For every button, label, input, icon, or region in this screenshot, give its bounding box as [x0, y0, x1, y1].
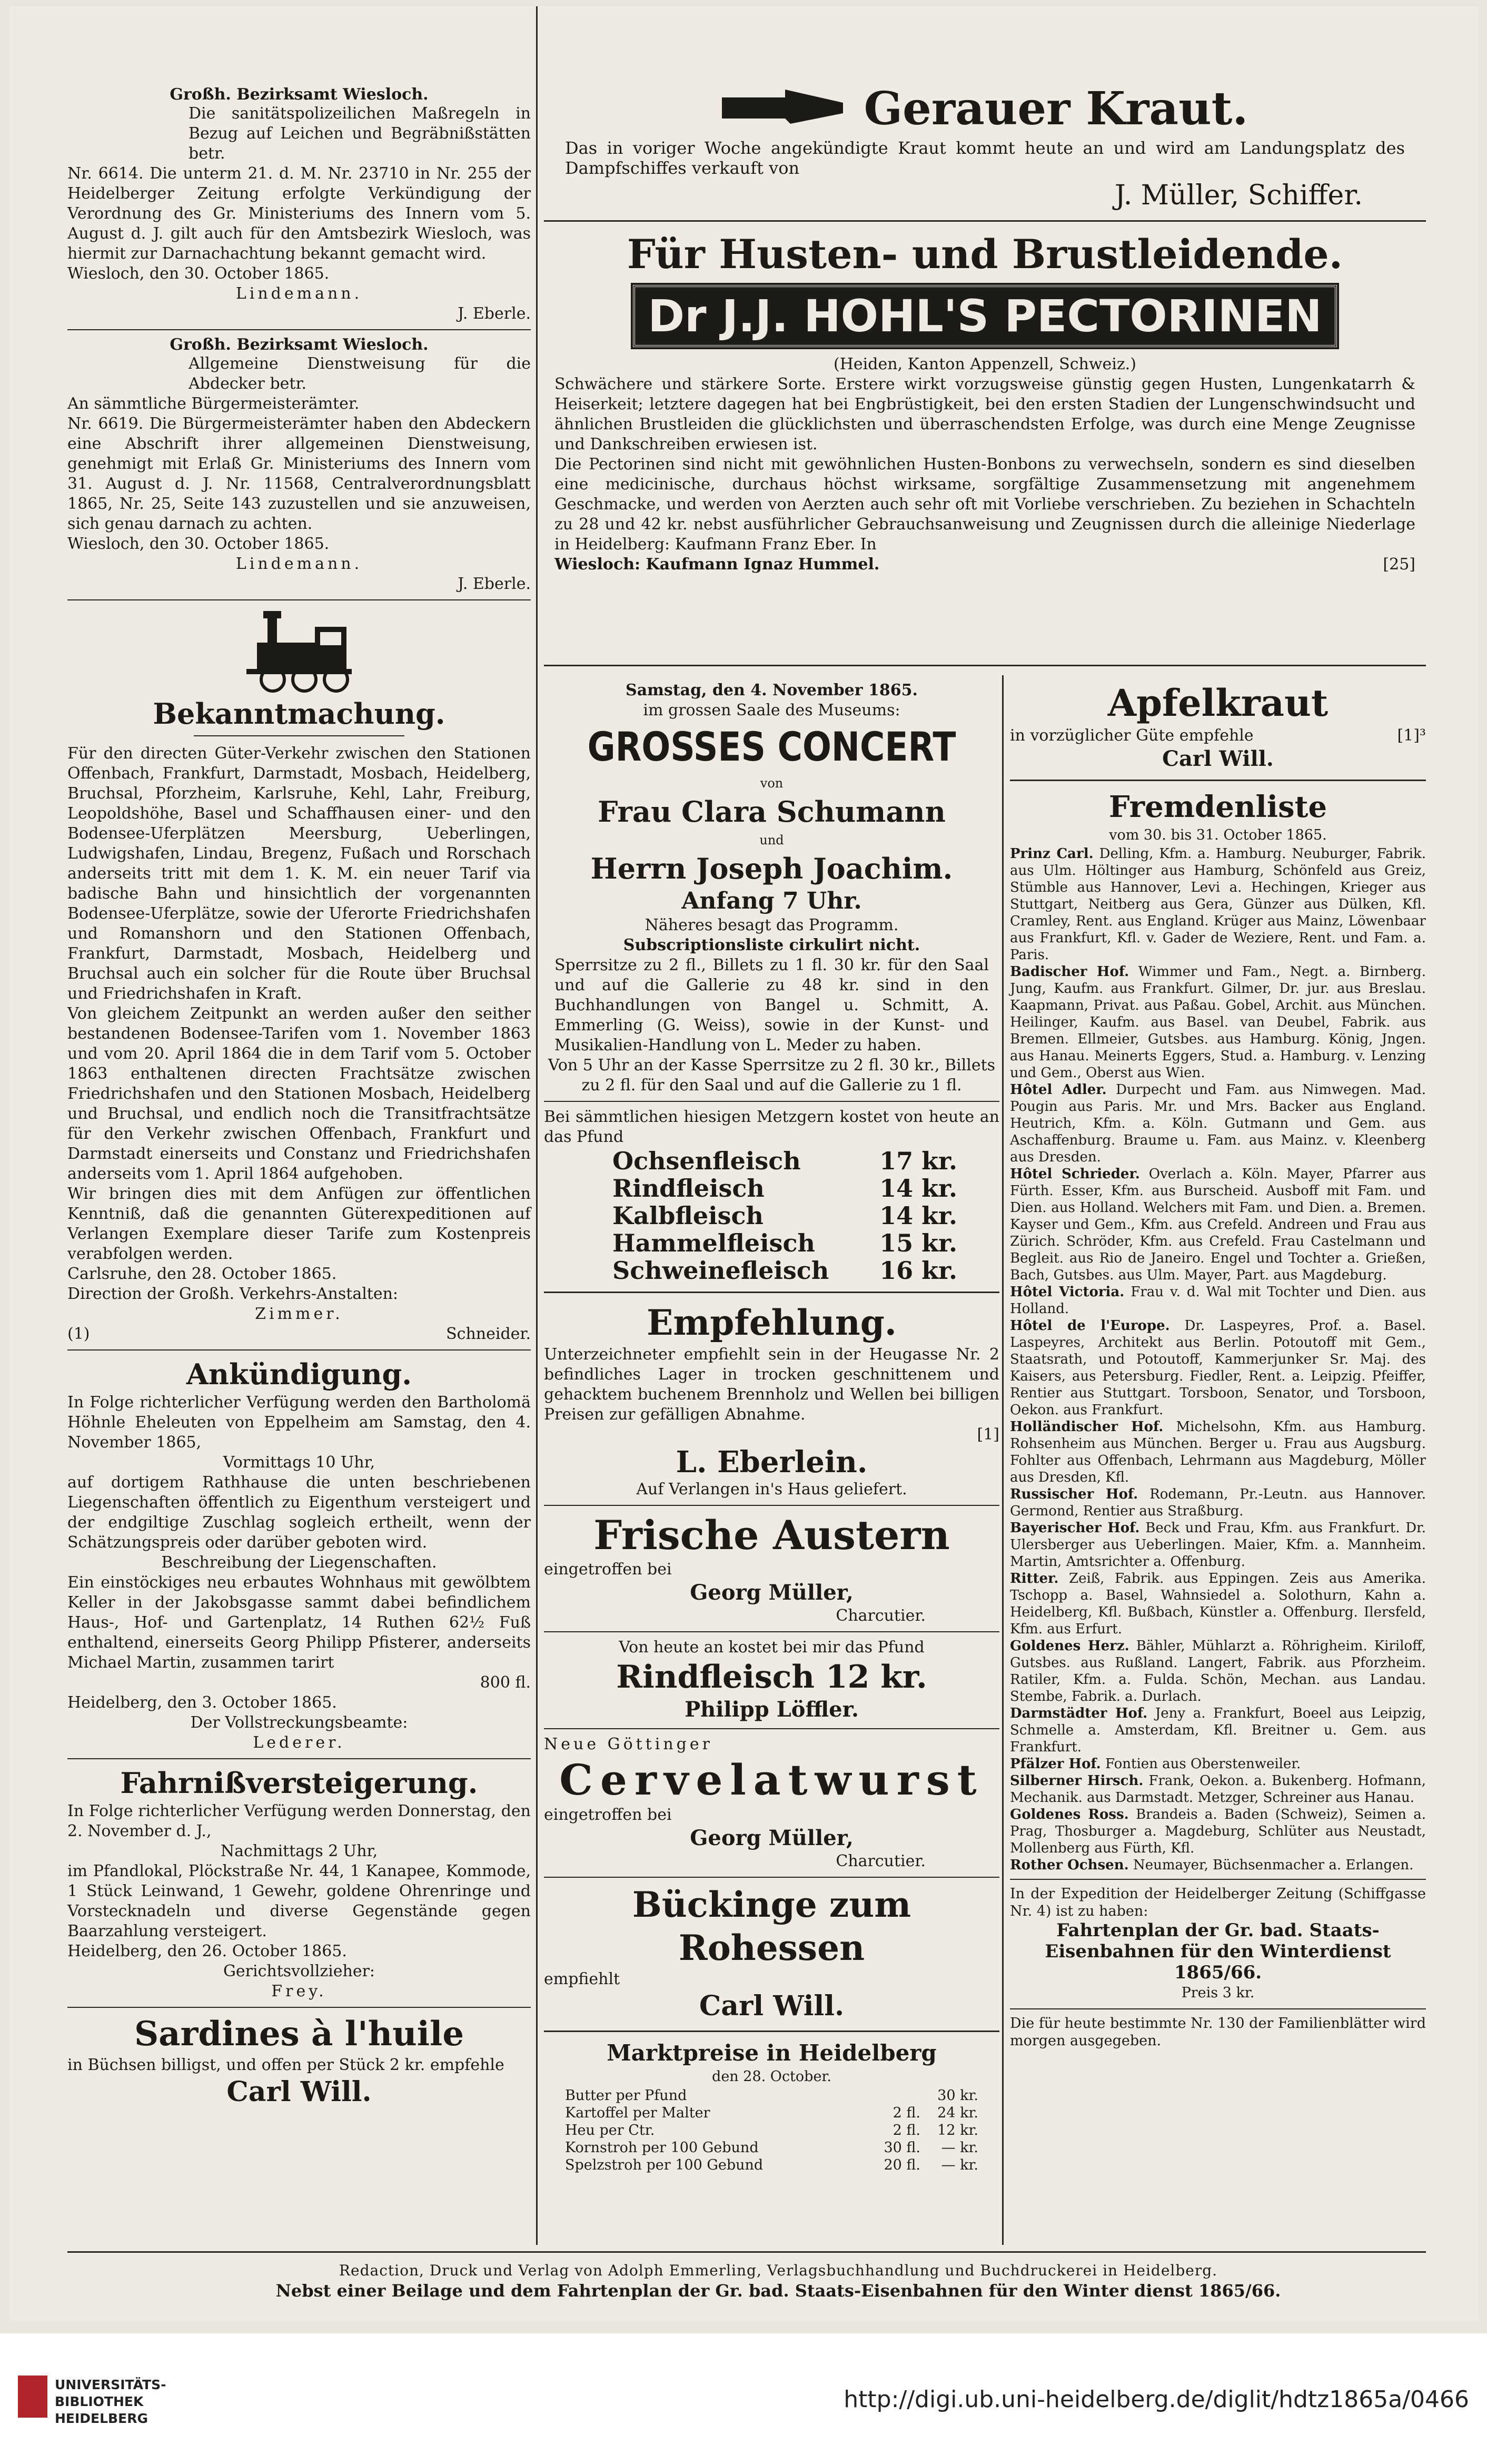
ad-body: Die Pectorinen sind nicht mit gewöhnlichen Husten-Bonbons zu verwechseln, sondern es sind dieselben eine medicinische, durchaus höchst wirksame, sorgfältige Zusammensetzung mit angenehmem Geschmacke, und werden von Aerzten auch sehr oft mit Vorliebe verschrieben. Zu beziehen in Schachteln zu 28 und 42 kr. nebst ausführlicher Gebrauchsanweisung und Zeugnissen durch die alleinige Niederlage in Heidelberg: Kaufmann Franz Eber. In	[554, 455, 1415, 554]
notice-date: Wiesloch, den 30. October 1865.	[67, 264, 330, 283]
guest-list-entry	[1010, 1756, 1426, 1772]
ad-body: Unterzeichneter empfiehlt sein in der Heugasse Nr. 2 befindliches Lager in trocken geschnittenem und gehacktem buchenem Brennholz und Wellen bei billigen Preisen zur gefälligen Abnahme.	[544, 1345, 999, 1424]
source-url-link[interactable]: http://digi.ub.uni-heidelberg.de/diglit/hdtz1865a/0466	[844, 2386, 1469, 2413]
concert-program: Näheres besagt das Programm.	[645, 916, 899, 934]
guest-list-entry	[1010, 1806, 1426, 1857]
notice-body: auf dortigem Rathhause die unten beschriebenen Liegenschaften öffentlich zu Eigenthum versteigert und der endgiltige Zuschlag sogleich ertheilt, wenn der Schätzungspreis oder darüber geboten wird.	[67, 1473, 531, 1552]
guest-names: Rodemann, Pr.-Leutn. aus Hannover. Germond, Rentier aus Straßburg.	[1010, 1486, 1426, 1519]
notice-official: Der Vollstreckungsbeamte:	[190, 1713, 408, 1732]
hotel-name: Prinz Carl.	[1010, 846, 1094, 862]
notice-body: In Folge richterlicher Verfügung werden Donnerstag, den 2. November d. J.,	[67, 1802, 531, 1840]
hotel-name: Holländischer Hof.	[1010, 1419, 1164, 1435]
notice-body: Wir bringen dies mit dem Anfügen zur öffentlichen Kenntniß, daß die genannten Güterexpeditionen auf Verlangen Exemplare dieser Tarife zum Kostenpreis verabfolgen werden.	[67, 1185, 531, 1263]
guest-names: Brandeis a. Baden (Schweiz), Seimen a. Prag, Thosburger a. Magdeburg, Schlüter aus Neustadt, Mollenberg aus Fürth, Kfl.	[1010, 1807, 1426, 1856]
market-price-row	[544, 2122, 999, 2139]
market-price-row	[544, 2139, 999, 2156]
notice-body: Von gleichem Zeitpunkt an werden außer den seither bestandenen Bodensee-Tarifen vom 1. November 1863 und vom 20. April 1864 die in dem Tarif vom 5. October 1863 enthaltenen directen Frachtsätze zwischen Friedrichshafen und den Stationen Mosbach, Heidelberg und Bruchsal, und endlich noch die Transitfrachtsätze für den Verkehr zwischen Offenbach, Frankfurt und Darmstadt einerseits und Constanz und Friedrichshafen anderseits vom 1. April 1864 aufgehoben.	[67, 1004, 531, 1183]
divider	[1010, 780, 1426, 781]
ad-number: [1]³	[1397, 726, 1426, 745]
divider	[544, 1877, 999, 1878]
top-section	[544, 80, 1426, 575]
ad-signature: Carl Will.	[1162, 746, 1274, 771]
market-item: Spelzstroh per 100 Gebund	[565, 2157, 764, 2173]
notice-sign: J. Eberle.	[458, 304, 531, 323]
ad-signature: L. Eberlein.	[676, 1445, 868, 1480]
meat-name: Rindfleisch	[612, 1174, 765, 1203]
guest-names: Frank, Oekon. a. Bukenberg. Hofmann, Mechanik. aus Darmstadt. Metzger, Schreiner aus Hanau.	[1010, 1773, 1426, 1806]
guest-names: Frau v. d. Wal mit Tochter und Dien. aus Holland.	[1010, 1284, 1426, 1317]
ad-origin: (Heiden, Kanton Appenzell, Schweiz.)	[834, 355, 1136, 373]
guest-list-entry	[1010, 1638, 1426, 1705]
guest-names: Durpecht und Fam. aus Nimwegen. Mad. Pougin aus Paris. Mr. und Mrs. Backer aus England. Heutrich, Kfm. a. Köln. Gutmann und Gem. aus Aschaffenburg. Braume u. Fam. aus Mainz. v. Kleenberg aus Dresden.	[1010, 1082, 1426, 1165]
guest-names: Fontien aus Oberstenweiler.	[1105, 1756, 1301, 1772]
meat-price: 17 kr.	[879, 1147, 957, 1175]
guest-names: Jeny a. Frankfurt, Boeel aus Leipzig, Schmelle a. Amsterdam, Kfl. Breitner u. Gem. aus Frankfurt.	[1010, 1706, 1426, 1755]
notice-sign: J. Eberle.	[458, 575, 531, 593]
divider	[544, 1631, 999, 1632]
notice-subject: Die sanitätspolizeilichen Maßregeln in Bezug auf Leichen und Begräbnißstätten betr.	[189, 104, 531, 163]
notice-body: In Folge richterlicher Verfügung werden den Bartholomä Höhnle Eheleuten von Eppelheim am Samstag, den 4. November 1865,	[67, 1393, 531, 1452]
divider	[67, 1758, 531, 1759]
ad-signature: Carl Will.	[699, 1990, 845, 2022]
divider	[67, 1349, 531, 1351]
imprint	[183, 2261, 1373, 2301]
divider	[544, 2031, 999, 2032]
guest-list-entry	[1010, 1284, 1426, 1317]
ad-title: Sardines à l'huile	[134, 2014, 464, 2054]
guest-names: Bähler, Mühlarzt a. Röhrigheim. Kiriloff, Gutsbes. aus Rußland. Langert, Fabrik. aus Pforzheim. Ratiler, Kfm. a. Fulda. Schön, Mechan. aus Landau. Stembe, Fabrik. a. Durlach.	[1010, 1638, 1426, 1704]
library-name-line: BIBLIOTHEK	[55, 2394, 144, 2409]
university-library-logo	[18, 2376, 47, 2418]
timetable-body: In der Expedition der Heidelberger Zeitung (Schiffgasse Nr. 4) ist zu haben:	[1010, 1886, 1426, 1919]
ad-sub: eingetroffen bei	[544, 1806, 672, 1824]
ad-number: [25]	[1383, 555, 1415, 574]
ad-sub: empfiehlt	[544, 1970, 620, 1988]
locomotive-icon	[67, 606, 531, 695]
ad-signature: Carl Will.	[226, 2076, 372, 2108]
market-value-fl: 2 fl.	[893, 2122, 920, 2138]
market-price-row	[544, 2156, 999, 2174]
concert-date: Samstag, den 4. November 1865.	[626, 681, 918, 699]
notice-date: Heidelberg, den 26. October 1865.	[67, 1942, 347, 1960]
market-value-kr: — kr.	[941, 2157, 978, 2173]
meat-intro: Bei sämmtlichen hiesigen Metzgern kostet von heute an das Pfund	[544, 1108, 999, 1146]
notice-body: im Pfandlokal, Plöckstraße Nr. 44, 1 Kanapee, Kommode, 1 Stück Leinwand, 1 Gewehr, goldene Ohrenringe und Vorstecknadeln und diverse Gegenstände gegen Baarzahlung versteigert.	[67, 1862, 531, 1940]
divider	[1010, 1879, 1426, 1880]
hotel-name: Darmstädter Hof.	[1010, 1706, 1148, 1721]
notice-name: Lederer.	[253, 1733, 345, 1752]
meat-price-row	[544, 1257, 999, 1284]
divider	[544, 1505, 999, 1506]
market-value-fl: 20 fl.	[884, 2157, 920, 2173]
market-value-kr: — kr.	[941, 2140, 978, 2156]
guest-names: Overlach a. Köln. Mayer, Pfarrer aus Fürth. Esser, Kfm. aus Burscheid. Ausboff mit Fam. und Dien. aus Holland. Welchers mit Fam. und Dien. a. Bremen. Kayser und Gem., Kfm. aus Crefeld. Andreen und Frau aus Zürich. Schröder, Kfm. aus Crefeld. Frau Castelmann und Begleit. aus Rio de Janeiro. Engel und Tochter a. Grießen, Bach, Gutsbes. aus Ulm. Mayer, Part. aus Magdeburg.	[1010, 1166, 1426, 1283]
concert-start: Anfang 7 Uhr.	[681, 888, 862, 914]
ad-signature: Wiesloch: Kaufmann Ignaz Hummel.	[554, 555, 880, 574]
concert-box: Von 5 Uhr an der Kasse Sperrsitze zu 2 fl. 30 kr., Billets zu 2 fl. für den Saal und auf die Gallerie zu 1 fl.	[548, 1056, 996, 1095]
meat-price-list	[544, 1147, 999, 1284]
guest-names: Wimmer und Fam., Negt. a. Birnberg. Jung, Kaufm. aus Frankfurt. Gilmer, Dr. jur. aus Breslau. Kaapmann, Privat. aus Paßau. Gobel, Archit. aus München. Heilinger, Kaufm. aus Basel. van Deubel, Fabrik. aus Bremen. Ellmeier, Gutsbes. aus Hamburg. König, Jngen. aus Hanau. Meinerts Eggers, Stud. a. Hamburg. v. Lenzing und Gem., Oberst aus Wien.	[1010, 964, 1426, 1081]
hotel-name: Badischer Hof.	[1010, 964, 1129, 980]
timetable-title: Fahrtenplan der Gr. bad. Staats-Eisenbahnen für den Winterdienst 1865/66.	[1045, 1920, 1391, 1983]
guest-names: Michelsohn, Kfm. aus Hamburg. Rohsenheim aus München. Berger u. Frau aus Augsburg. Fohlter aus Offenbach, Lehrmann aus Magdeburg, Möller aus Dresden, Kfl.	[1010, 1419, 1426, 1485]
notice-date: Carlsruhe, den 28. October 1865.	[67, 1265, 337, 1283]
ad-body: in vorzüglicher Güte empfehle	[1010, 726, 1254, 745]
notice-name: Lindemann.	[235, 555, 363, 573]
left-column	[67, 85, 531, 2109]
ad-signature: Georg Müller,	[690, 1826, 854, 1850]
ad-title: Bückinge zum Rohessen	[632, 1884, 911, 1968]
ad-title: Frische Austern	[593, 1512, 950, 1559]
notice-sign: Schneider.	[446, 1325, 531, 1343]
notice-subtitle: Beschreibung der Liegenschaften.	[161, 1553, 437, 1572]
timetable-price: Preis 3 kr.	[1181, 1985, 1255, 2001]
ad-body: Das in voriger Woche angekündigte Kraut kommt heute an und wird am Landungsplatz des Dampfschiffes verkauft von	[565, 138, 1405, 178]
guest-list-entry	[1010, 1857, 1426, 1874]
market-value-fl: 30 fl.	[884, 2140, 920, 2156]
concert-und: und	[759, 833, 784, 847]
ad-signature: Georg Müller,	[690, 1580, 854, 1605]
market-value-kr: 24 kr.	[937, 2105, 978, 2121]
hotel-name: Russischer Hof.	[1010, 1486, 1138, 1502]
notice-name: Lindemann.	[235, 284, 363, 303]
hotel-name: Goldenes Herz.	[1010, 1638, 1129, 1654]
guest-list-entry	[1010, 845, 1426, 963]
notice-body: Für den directen Güter-Verkehr zwischen den Stationen Offenbach, Frankfurt, Darmstadt, Mosbach, Heidelberg, Bruchsal, Pforzheim, Karlsruhe, Kehl, Lahr, Freiburg, Leopoldshöhe, Basel und Schaffhausen einer- und den Bodensee-Uferplätzen Meersburg, Ueberlingen, Ludwigshafen, Lindau, Bregenz, Fußach und Rorschach anderseits tritt mit dem 1. K. M. ein neuer Tarif via badische Bahn und hinsichtlich der vorgenannten Bodensee-Uferplätze, sowie der Uferorte Friedrichshafen und Romanshorn und den Stationen Offenbach, Frankfurt, Darmstadt, Mosbach, Heidelberg und Bruchsal auch ein solcher für die Route über Bruchsal und Friedrichshafen in Kraft.	[67, 744, 531, 1003]
guest-list-entry	[1010, 1772, 1426, 1806]
notice-date: Wiesloch, den 30. October 1865.	[67, 535, 330, 553]
notice-time: Nachmittags 2 Uhr,	[220, 1842, 378, 1860]
hotel-name: Goldenes Ross.	[1010, 1807, 1129, 1822]
meat-price-row	[544, 1202, 999, 1229]
imprint-line: Nebst einer Beilage und dem Fahrtenplan der Gr. bad. Staats-Eisenbahnen für den Winter dienst 1865/66.	[275, 2281, 1281, 2301]
ad-signature: Philipp Löffler.	[685, 1697, 859, 1722]
pointing-hand-icon	[722, 84, 848, 134]
hotel-name: Hôtel de l'Europe.	[1010, 1318, 1170, 1334]
guest-list-entry	[1010, 1486, 1426, 1520]
column-rule-right	[1002, 675, 1004, 2245]
guest-list	[1010, 845, 1426, 1874]
ad-title: Rindfleisch 12 kr.	[616, 1659, 927, 1696]
family-notice: Die für heute bestimmte Nr. 130 der Familienblätter wird morgen ausgegeben.	[1010, 2015, 1426, 2049]
market-item: Kartoffel per Malter	[565, 2105, 710, 2121]
meat-name: Kalbfleisch	[612, 1201, 764, 1230]
market-value-kr: 30 kr.	[937, 2087, 978, 2104]
section-title: Bekanntmachung.	[153, 697, 445, 731]
concert-prices: Sperrsitze zu 2 fl., Billets zu 1 fl. 30 kr. für den Saal und auf die Gallerie zu 48 kr. sind in den Buchhandlungen von Bangel u. Schmitt, A. Emmerling (G. Weiss), sowie in der Kunst- und Musikalien-Handlung von L. Meder zu haben.	[554, 956, 989, 1054]
guest-names: Zeiß, Fabrik. aus Eppingen. Zeis aus Amerika. Tschopp a. Basel, Wahnsiedel a. Solothurn, Kahn a. Heidelberg, Kfl. Bußbach, Künstler a. Offenburg. Ilersfeld, Kfm. aus Erfurt.	[1010, 1571, 1426, 1637]
market-value-fl	[863, 2087, 920, 2104]
imprint-line: Redaction, Druck und Verlag von Adolph Emmerling, Verlagsbuchhandlung und Buchdruckerei in Heidelberg.	[339, 2262, 1218, 2279]
guest-list-entry	[1010, 1570, 1426, 1638]
guest-list-entry	[1010, 1081, 1426, 1166]
market-item: Heu per Ctr.	[565, 2122, 655, 2138]
hotel-name: Ritter.	[1010, 1571, 1059, 1586]
section-title: Fahrnißversteigerung.	[120, 1766, 478, 1800]
hotel-name: Bayerischer Hof.	[1010, 1520, 1140, 1536]
newspaper-page	[9, 6, 1479, 2321]
notice-title: Großh. Bezirksamt Wiesloch.	[170, 85, 429, 104]
ad-title: Gerauer Kraut.	[864, 82, 1248, 135]
concert-artist: Frau Clara Schumann	[598, 795, 946, 829]
divider	[67, 599, 531, 600]
market-item: Butter per Pfund	[565, 2087, 687, 2104]
concert-title: GROSSES CONCERT	[587, 723, 956, 770]
meat-price: 15 kr.	[879, 1229, 957, 1257]
hotel-name: Hôtel Adler.	[1010, 1082, 1107, 1098]
concert-subscription: Subscriptionsliste cirkulirt nicht.	[623, 936, 920, 954]
ad-pre: Neue Göttinger	[544, 1735, 713, 1753]
meat-price-row	[544, 1147, 999, 1175]
guest-names: Neumayer, Büchsenmacher a. Erlangen.	[1133, 1857, 1414, 1873]
guest-list-entry	[1010, 963, 1426, 1081]
guest-names: Beck und Frau, Kfm. aus Frankfurt. Dr. Ulersberger aus Ueberlingen. Maier, Kfm. a. Mannheim. Martin, Amtsrichter a. Offenburg.	[1010, 1520, 1426, 1570]
meat-price-row	[544, 1175, 999, 1202]
notice-body: Nr. 6614. Die unterm 21. d. M. Nr. 23710 in Nr. 255 der Heidelberger Zeitung erfolgte Verkündigung der Verordnung des Gr. Ministeriums des Innern vom 5. August d. J. gilt auch für den Amtsbezirk Wiesloch, was hiermit zur Darnachachtung bekannt gemacht wird.	[67, 164, 531, 263]
hotel-name: Pfälzer Hof.	[1010, 1756, 1101, 1772]
notice-name: Frey.	[271, 1982, 327, 2000]
divider	[67, 329, 531, 330]
ad-title: Cervelatwurst	[559, 1755, 984, 1805]
ad-number: [1]	[977, 1425, 999, 1444]
notice-subject: Allgemeine Dienstweisung für die Abdecker betr.	[189, 354, 531, 393]
meat-price-row	[544, 1229, 999, 1257]
ad-title: Für Husten- und Brustleidende.	[627, 231, 1343, 278]
guest-list-entry	[1010, 1317, 1426, 1418]
ad-signature: J. Müller, Schiffer.	[1114, 180, 1363, 211]
guest-list-entry	[1010, 1705, 1426, 1756]
right-column	[1010, 681, 1426, 2049]
guest-list-title: Fremdenliste	[1108, 790, 1327, 824]
guest-list-entry	[1010, 1418, 1426, 1486]
ad-body: in Büchsen billigst, und offen per Stück 2 kr. empfehle	[67, 2056, 504, 2074]
divider	[67, 2007, 531, 2008]
market-date: den 28. October.	[712, 2068, 831, 2085]
top-rule	[544, 665, 1426, 666]
ad-body: Von heute an kostet bei mir das Pfund	[619, 1638, 925, 1657]
guest-list-entry	[1010, 1520, 1426, 1570]
market-value-fl: 2 fl.	[893, 2105, 920, 2121]
market-value-kr: 12 kr.	[937, 2122, 978, 2138]
market-price-row	[544, 2104, 999, 2122]
notice-price: 800 fl.	[480, 1673, 531, 1692]
pectorinen-banner: Dr J.J. HOHL'S PECTORINEN	[633, 285, 1336, 347]
divider	[544, 1101, 999, 1102]
meat-name: Hammelfleisch	[612, 1229, 815, 1257]
market-price-row	[544, 2087, 999, 2104]
column-rule-left	[536, 6, 538, 2245]
hotel-name: Hôtel Victoria.	[1010, 1284, 1125, 1300]
concert-place: im grossen Saale des Museums:	[643, 701, 900, 720]
divider	[194, 735, 404, 736]
ad-title: Apfelkraut	[1107, 681, 1329, 725]
ad-trade: Charcutier.	[836, 1852, 926, 1870]
middle-column	[544, 681, 999, 2174]
notice-title: Großh. Bezirksamt Wiesloch.	[170, 336, 429, 354]
meat-price: 16 kr.	[879, 1256, 957, 1285]
footer-rule	[67, 2251, 1426, 2253]
notice-direction: Direction der Großh. Verkehrs-Anstalten:	[67, 1285, 399, 1303]
library-name	[55, 2377, 166, 2427]
hotel-name: Hôtel Schrieder.	[1010, 1166, 1140, 1182]
guest-names: Delling, Kfm. a. Hamburg. Neuburger, Fabrik. aus Ulm. Höltinger aus Hamburg, Schönfeld aus Greiz, Stümble aus Hannover, Levi a. Hechingen, Krieger aus Stuttgart, Neitberg aus Gera, Günzer aus Dülken, Kfl. Cramley, Rent. aus England. Krüger aus Mainz, Löwenbaar aus Frankfurt, Kfl. v. Gader de Weziere, Rent. und Fam. a. Paris.	[1010, 846, 1426, 963]
meat-price: 14 kr.	[879, 1174, 957, 1203]
notice-time: Vormittags 10 Uhr,	[223, 1453, 375, 1472]
notice-recipient: An sämmtliche Bürgermeisterämter.	[67, 395, 360, 413]
notice-official: Gerichtsvollzieher:	[223, 1962, 375, 1980]
ad-trade: Charcutier.	[836, 1606, 926, 1625]
library-name-line: HEIDELBERG	[55, 2411, 148, 2426]
notice-body: Nr. 6619. Die Bürgermeisterämter haben den Abdeckern eine Abschrift ihrer allgemeinen Dienstweisung, genehmigt mit Erlaß Gr. Ministeriums des Innern vom 31. August d. J. Nr. 11568, Centralverordnungsblatt 1865, Nr. 25, Seite 143 zuzustellen und sie anzuweisen, sich genau darnach zu achten.	[67, 415, 531, 533]
concert-von: von	[760, 776, 784, 791]
concert-artist: Herrn Joseph Joachim.	[590, 852, 953, 885]
meat-name: Ochsenfleisch	[612, 1147, 801, 1175]
hotel-name: Rother Ochsen.	[1010, 1857, 1129, 1873]
divider	[544, 220, 1426, 222]
meat-price: 14 kr.	[879, 1201, 957, 1230]
divider	[1010, 2008, 1426, 2009]
ad-number: (1)	[67, 1325, 90, 1343]
meat-name: Schweinefleisch	[612, 1256, 829, 1285]
guest-list-date: vom 30. bis 31. October 1865.	[1109, 827, 1327, 843]
ad-sub: eingetroffen bei	[544, 1560, 672, 1579]
divider	[544, 1728, 999, 1729]
ad-title: Empfehlung.	[647, 1302, 897, 1343]
market-title: Marktpreise in Heidelberg	[607, 2040, 937, 2066]
ad-note: Auf Verlangen in's Haus geliefert.	[636, 1480, 907, 1499]
library-name-line: UNIVERSITÄTS-	[55, 2377, 166, 2392]
divider	[544, 1292, 999, 1293]
notice-body: Ein einstöckiges neu erbautes Wohnhaus mit gewölbtem Keller in der Jakobsgasse sammt dabei befindlichem Haus-, Hof- und Gartenplatz, 14 Ruthen 62½ Fuß enthaltend, einerseits Georg Philipp Pfisterer, anderseits Michael Martin, zusammen tarirt	[67, 1573, 531, 1672]
section-title: Ankündigung.	[186, 1357, 412, 1391]
market-price-table	[544, 2087, 999, 2174]
hotel-name: Silberner Hirsch.	[1010, 1773, 1144, 1789]
market-item: Kornstroh per 100 Gebund	[565, 2140, 759, 2156]
guest-names: Dr. Laspeyres, Prof. a. Basel. Laspeyres, Architekt aus Berlin. Potoutoff mit Gem., Staatsrath, und Potoutoff, Kammerjunker Sr. Maj. des Kaisers, aus Petersburg. Fiedler, Rent. a. Leipzig. Pfeiffer, Rentier aus Stuttgart. Torsboon, Senator, und Torsboon, Oekon. aus Frankfurt.	[1010, 1318, 1426, 1418]
guest-list-entry	[1010, 1166, 1426, 1284]
ad-body: Schwächere und stärkere Sorte. Erstere wirkt vorzugsweise günstig gegen Husten, Lungenkatarrh & Heiserkeit; letztere dagegen hat bei Engbrüstigkeit, bei den ersten Stadien der Lungenschwindsucht und ähnlichen Brustleiden die glücklichsten und überraschendsten Erfolge, was durch eine Menge Zeugnisse und Dankschreiben erwiesen ist.	[554, 375, 1415, 454]
notice-name: Zimmer.	[255, 1305, 343, 1323]
notice-date: Heidelberg, den 3. October 1865.	[67, 1693, 337, 1712]
